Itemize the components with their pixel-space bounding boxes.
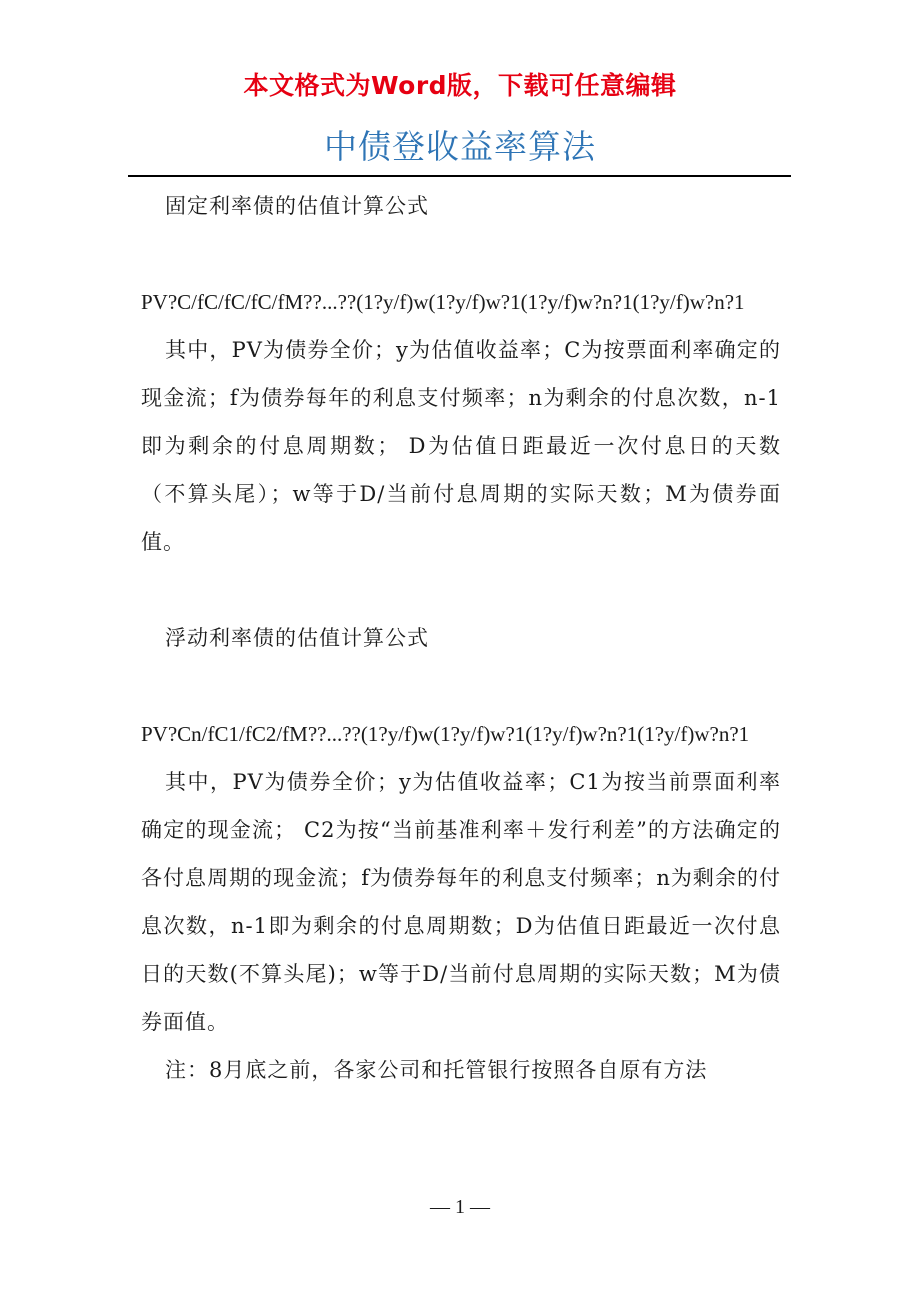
- floating-rate-formula: PV?Cn/fC1/fC2/fM??...??(1?y/f)w(1?y/f)w?1(1?y/f)w?n?1(1?y/f)w?n?1: [141, 722, 750, 746]
- blank-line: [141, 662, 781, 710]
- fixed-rate-description: 其中，PV为债券全价；y为估值收益率；C为按票面利率确定的现金流；f为债券每年的利息支付频率；n为剩余的付息次数，n-1即为剩余的付息周期数； D为估值日距最近一次付息日的天数（不算头尾）；w等于D/当前付息周期的实际天数；M为债券面值。: [141, 338, 781, 554]
- title-divider: [128, 175, 791, 177]
- note-paragraph: 注：8月底之前，各家公司和托管银行按照各自原有方法: [165, 1058, 708, 1082]
- blank-line: [141, 230, 781, 278]
- floating-rate-heading: 浮动利率债的估值计算公式: [165, 626, 429, 650]
- floating-rate-description: 其中，PV为债券全价；y为估值收益率；C1为按当前票面利率确定的现金流； C2为按“当前基准利率＋发行利差”的方法确定的各付息周期的现金流；f为债券每年的利息支付频率；n为剩余的付息次数，n-1即为剩余的付息周期数；D为估值日距最近一次付息日的天数(不算头尾)；w等于D/当前付息周期的实际天数；M为债券面值。: [141, 770, 781, 1034]
- download-banner: 本文格式为Word版，下载可任意编辑: [243, 71, 677, 100]
- blank-line: [141, 566, 781, 614]
- document-title: 中债登收益率算法: [324, 127, 596, 166]
- fixed-rate-heading: 固定利率债的估值计算公式: [165, 194, 429, 218]
- fixed-rate-formula: PV?C/fC/fC/fC/fM??...??(1?y/f)w(1?y/f)w?1(1?y/f)w?n?1(1?y/f)w?n?1: [141, 290, 745, 314]
- document-body: [141, 182, 781, 1094]
- page-number: — 1 —: [430, 1196, 490, 1218]
